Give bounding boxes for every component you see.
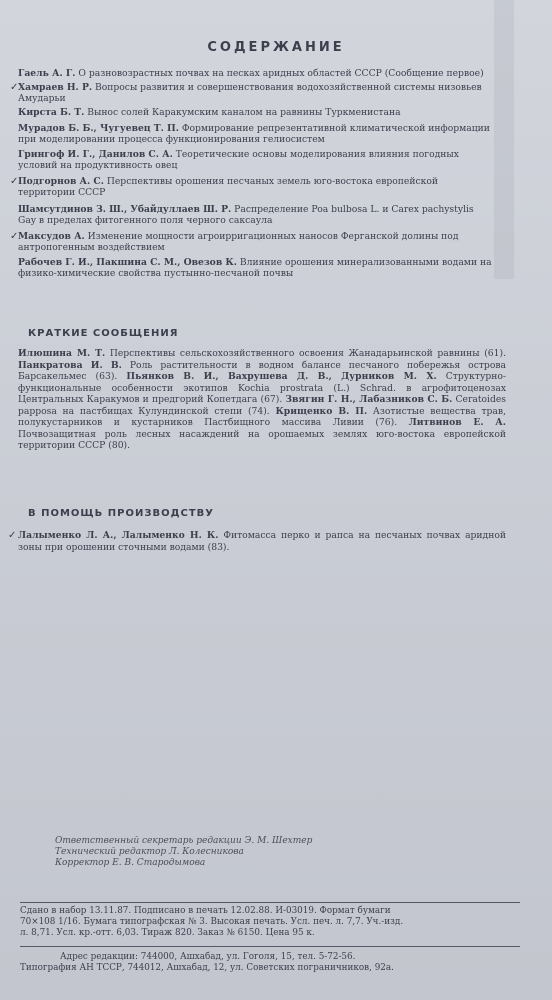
help-text: Фитомасса перко и рапса на песчаных почвах аридной зоны при орошении сточными водами (83).	[18, 530, 506, 553]
short-author: Крищенко В. П.	[275, 405, 368, 417]
pencil-check-mark-icon: ✓	[10, 82, 19, 93]
toc-title: О разновозрастных почвах на песках аридных областей СССР (Сообщение первое)	[78, 68, 484, 79]
toc-entry	[18, 68, 514, 79]
short-reports-heading: КРАТКИЕ СООБЩЕНИЯ	[28, 328, 179, 339]
help-author: Лалыменко Л. А., Лалыменко Н. К.	[18, 530, 219, 541]
short-author: Илюшина М. Т.	[18, 348, 106, 359]
toc-entry	[10, 231, 514, 253]
toc-title: Изменение мощности агроирригационных наносов Ферганской долины под антропогенным воздействием	[18, 231, 459, 253]
short-author: Панкратова И. В.	[18, 359, 122, 371]
toc-title: Теоретические основы моделирования влияния погодных условий на продуктивность овец	[18, 149, 459, 171]
short-author: Пьянков В. И., Вахрушева Д. В., Дурников М. Х.	[126, 371, 437, 382]
toc-title: Формирование репрезентативной климатической информации при моделировании процесса функционирования гелиосистем	[18, 123, 490, 145]
pencil-check-mark-icon: ✓	[10, 231, 19, 242]
toc-page-number	[494, 0, 514, 279]
toc-author: Мурадов Б. Б., Чугуевец Т. П.	[18, 123, 179, 134]
publication-details	[20, 906, 403, 938]
production-help-heading: В ПОМОЩЬ ПРОИЗВОДСТВУ	[28, 508, 214, 519]
bookinfo-line: л. 8,71. Усл. кр.-отт. 6,03. Тираж 820. Заказ № 6150. Цена 95 к.	[20, 927, 315, 938]
toc-entry	[18, 204, 514, 226]
bookinfo-line: 70×108 1/16. Бумага типографская № 3. Высокая печать. Усл. печ. л. 7,7. Уч.-изд.	[20, 916, 404, 927]
divider	[20, 902, 520, 903]
toc-title: Вопросы развития и совершенствования водохозяйственной системы низовьев Амударьи	[18, 82, 482, 104]
toc-author: Шамсутдинов З. Ш., Убайдуллаев Ш. Р.	[18, 204, 232, 215]
toc-author: Гаель А. Г.	[18, 68, 76, 79]
toc-title: Перспективы орошения песчаных земель юго-востока европейской территории СССР	[18, 176, 439, 198]
address-block	[20, 952, 394, 974]
toc-author: Подгорнов А. С.	[18, 176, 104, 187]
toc-title: Влияние орошения минерализованными водами на физико-химические свойства пустынно-песчаной почвы	[18, 257, 492, 279]
toc-title: Распределение Poa bulbosa L. и Carex pachystylis Gay в пределах фитогенного поля черного саксаула	[18, 204, 474, 226]
short-text: Азотистые вещества трав, полукустарников и кустарников Пастбищного массива Ливии (76).	[18, 405, 506, 428]
short-text: Почвозащитная роль лесных насаждений на орошаемых землях юго-востока европейской территории СССР (80).	[18, 428, 506, 451]
pencil-check-mark-icon: ✓	[8, 530, 17, 541]
address-line: Адрес редакции: 744000, Ашхабад, ул. Гоголя, 15, тел. 5-72-56.	[60, 952, 356, 962]
short-text: Структурно-функциональные особенности экотипов Kochia prostrata (L.) Schrad. в агрофитоценозах Центральных Каракумов и предгорий Копетдага (67).	[18, 371, 506, 405]
imprint-line: Ответственный секретарь редакции Э. М. Шехтер	[55, 836, 313, 846]
toc-author: Грингоф И. Г., Данилов С. А.	[18, 149, 173, 160]
short-reports-paragraph	[18, 348, 506, 452]
toc-entry	[18, 123, 514, 145]
toc-author: Хамраев Н. Р.	[18, 82, 93, 93]
toc-entry	[10, 82, 514, 104]
toc-entry	[18, 257, 514, 279]
bookinfo-line: Сдано в набор 13.11.87. Подписано в печать 12.02.88. И-03019. Формат бумаги	[20, 906, 391, 916]
toc-author: Кирста Б. Т.	[18, 107, 85, 118]
pencil-check-mark-icon: ✓	[10, 176, 19, 187]
toc-entry	[10, 176, 514, 198]
imprint-line: Корректор Е. В. Стародымова	[55, 858, 206, 868]
short-author: Звягин Г. Н., Лабазников С. Б.	[285, 394, 453, 405]
page-title: СОДЕРЖАНИЕ	[207, 40, 345, 55]
short-author: Литвинов Е. А.	[408, 417, 506, 428]
divider	[20, 946, 520, 947]
address-line: Типография АН ТССР, 744012, Ашхабад, 12, ул. Советских пограничников, 92а.	[20, 962, 394, 973]
short-text: Перспективы сельскохозяйственного освоения Жанадарьинской равнины (61).	[109, 348, 506, 359]
toc-author: Максудов А.	[18, 231, 85, 242]
editorial-imprint	[55, 836, 312, 869]
short-text: Ceratoides papposa на пастбищах Кулундинской степи (74).	[18, 394, 507, 417]
production-help-paragraph	[8, 530, 506, 553]
toc-list	[10, 68, 514, 279]
short-text: Роль растительности в водном балансе песчаного побережья острова Барсакельмес (63).	[18, 359, 506, 382]
toc-author: Рабочев Г. И., Пакшина С. М., Овезов К.	[18, 257, 237, 268]
imprint-line: Технический редактор Л. Колесникова	[55, 847, 244, 857]
toc-entry	[18, 149, 514, 171]
toc-title: Вынос солей Каракумским каналом на равнины Туркменистана	[87, 107, 401, 118]
toc-entry	[18, 107, 514, 118]
